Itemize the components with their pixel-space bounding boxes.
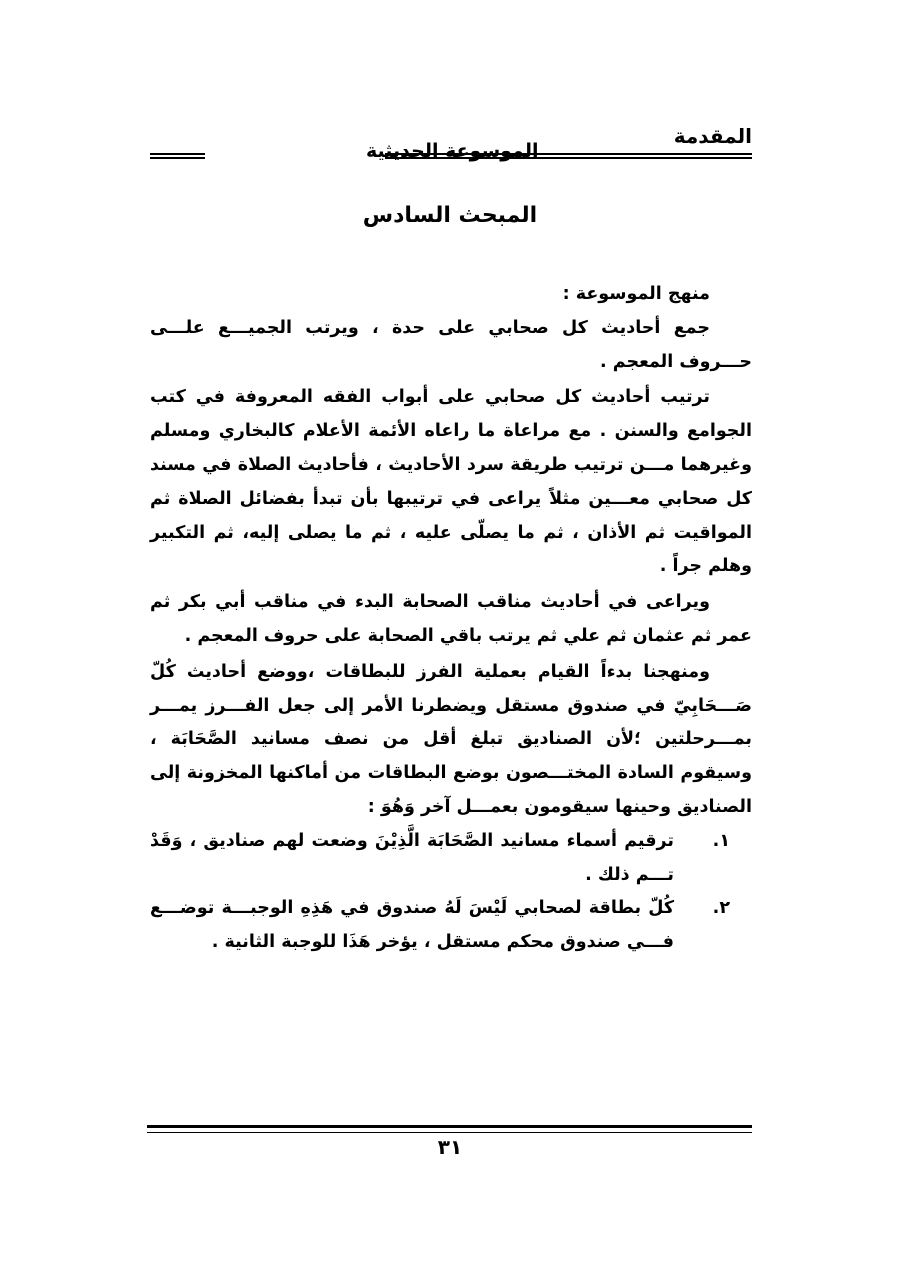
- page-number: ٣١: [437, 1135, 463, 1159]
- numbered-list: [150, 825, 752, 960]
- list-item: [150, 892, 752, 960]
- list-item-text: كُلّ بطاقة لصحابي لَيْسَ لَهُ صندوق في هَذِهِ الوجبـــة توضـــع فـــي صندوق محكم مستقل ، يؤخر هَذَا للوجبة الثانية .: [150, 898, 674, 953]
- header-section-title: المقدمة: [673, 124, 752, 148]
- list-item-number: ٢.: [712, 898, 730, 919]
- paragraph: ترتيب أحاديث كل صحابي على أبواب الفقه المعروفة في كتب الجوامع والسنن . مع مراعاة ما راعاه الأئمة الأعلام كالبخاري ومسلم وغيرهما مـــن ترتيب طريقة سرد الأحاديث ، فأحاديث الصلاة في مسند كل صحابي معـــين مثلاً يراعى في ترتيبها بأن تبدأ بفضائل الصلاة ثم المواقيت ثم الأذان ، ثم ما يصلّى عليه ، ثم ما يصلى إليه، ثم التكبير وهلم جراً .: [150, 387, 752, 577]
- header-book-title: الموسوعة الحديثية: [366, 140, 539, 162]
- list-item: [150, 825, 752, 893]
- list-item-text: ترقيم أسماء مسانيد الصَّحَابَة الَّذِيْنَ وضعت لهم صناديق ، وَقَدْ تـــم ذلك .: [150, 830, 674, 885]
- page-title: المبحث السادس: [362, 203, 538, 228]
- footer-rule: [147, 1125, 752, 1128]
- body-text: [150, 278, 752, 960]
- paragraph: ومنهجنا بدءاً القيام بعملية الفرز للبطاقات ،ووضع أحاديث كُلّ صَـــحَابِيّ في صندوق مستقل ويضطرنا الأمر إلى جعل الفـــرز يمـــر بمـــرحلتين ؛لأن الصناديق تبلغ أقل من نصف مسانيد الصَّحَابَة ، وسيقوم السادة المختـــصون بوضع البطاقات من أماكنها المخزونة إلى الصناديق وحينها سيقومون بعمـــل آخر وَهُوَ :: [150, 661, 752, 817]
- footer-rule-thin: [147, 1132, 752, 1133]
- paragraph-heading: منهج الموسوعة :: [562, 284, 710, 304]
- paragraph: ويراعى في أحاديث مناقب الصحابة البدء في مناقب أبي بكر ثم عمر ثم عثمان ثم علي ثم يرتب باقي الصحابة على حروف المعجم .: [150, 592, 752, 646]
- paragraph: جمع أحاديث كل صحابي على حدة ، ويرتب الجميـــع علـــى حـــروف المعجم .: [150, 317, 752, 372]
- list-item-number: ١.: [712, 830, 730, 851]
- header-rule-short: [150, 153, 205, 159]
